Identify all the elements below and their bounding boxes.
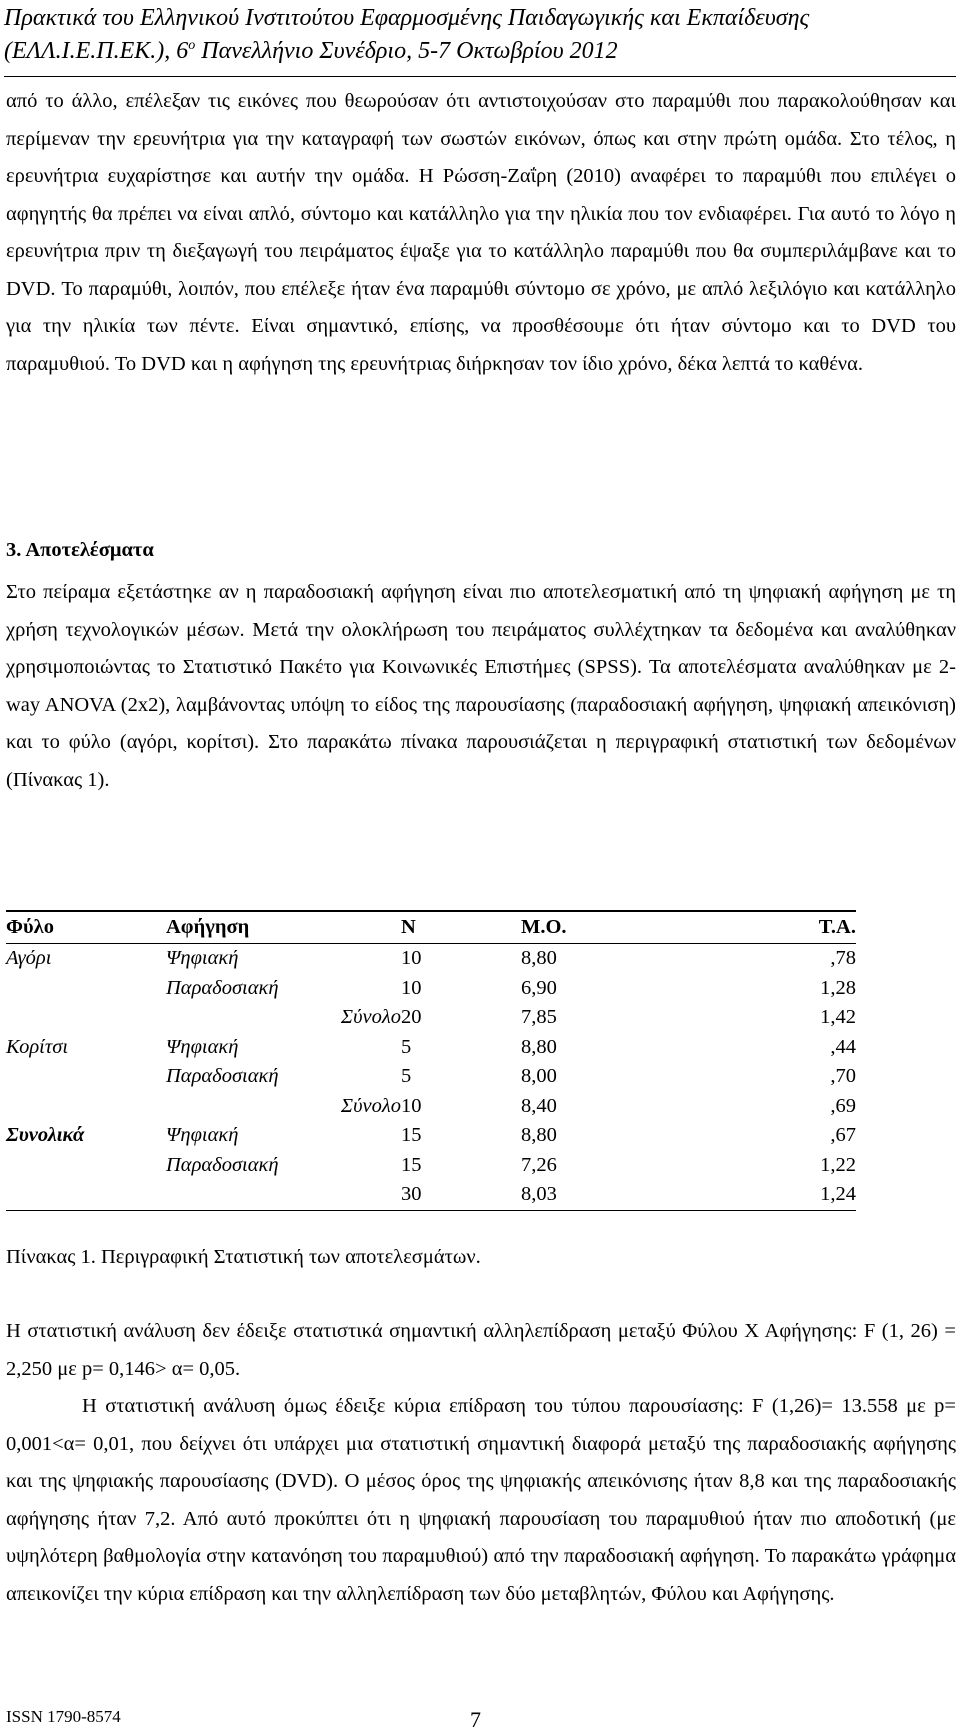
cell-n: 30: [401, 1180, 521, 1210]
paragraph-1: από το άλλο, επέλεξαν τις εικόνες που θεωρούσαν ότι αντιστοιχούσαν στο παραμύθι που παρακολούθησαν και περίμεναν την ερευνήτρια για την καταγραφή των σωστών εικόνων, όπως και στην πρώτη ομάδα. Στο τέλος, η ερευνήτρια ευχαρίστησε και αυτήν την ομάδα. Η Ρώσση-Ζαΐρη (2010) αναφέρει το παραμύθι που επιλέγει ο αφηγητής θα πρέπει να είναι απλό, σύντομο και κατάλληλο για την ηλικία που τον ενδιαφέρει. Για αυτό το λόγο η ερευνήτρια πριν τη διεξαγωγή του πειράματος έψαξε για το κατάλληλο παραμύθι που θα συμπεριλάμβανε και το DVD. Το παραμύθι, λοιπόν, που επέλεξε ήταν ένα παραμύθι σύντομο σε χρόνο, με απλό λεξιλόγιο και κατάλληλο για την ηλικία των πέντε. Είναι σημαντικό, επίσης, να προσθέσουμε ότι ήταν σύντομο και το DVD του παραμυθιού. Το DVD και η αφήγηση της ερευνήτριας διήρκησαν τον ίδιο χρόνο, δέκα λεπτά το καθένα.: [6, 90, 956, 375]
header-mean: M.O.: [521, 911, 706, 944]
cell-sd: 1,24: [706, 1180, 856, 1210]
cell-gender: Συνολικά: [6, 1124, 85, 1146]
header-rule: [4, 76, 956, 77]
cell-mean: 8,80: [521, 1124, 557, 1146]
cell-n: 5: [401, 1035, 412, 1058]
cell-sd: ,44: [830, 1035, 856, 1058]
running-header: [4, 2, 956, 68]
cell-mean: 8,80: [521, 947, 557, 969]
cell-n: 20: [401, 1006, 422, 1028]
cell-gender: [6, 1062, 166, 1092]
cell-gender: [6, 1151, 166, 1181]
cell-gender: [6, 1180, 166, 1210]
paragraph-4: Η στατιστική ανάλυση όμως έδειξε κύρια επίδραση του τύπου παρουσίασης: F (1,26)= 13.558 με p= 0,001<α= 0,01, που δείχνει ότι υπάρχει μια στατιστική σημαντική διαφορά μεταξύ της παραδοσιακής αφήγησης και της ψηφιακής παρουσίασης (DVD). Ο μέσος όρος της ψηφιακής απεικόνισης ήταν 8,8 και της παραδοσιακής αφήγησης ήταν 7,2. Από αυτό προκύπτει ότι η ψηφιακή παρουσίαση του παραμυθιού ήταν πιο αποδοτική (με υψηλότερη βαθμολογία στην κατανόηση του παραμυθιού) από την παραδοσιακή αφήγηση. Το παρακάτω γράφημα απεικονίζει την κύρια επίδραση και την αλληλεπίδραση των δύο μεταβλητών, Φύλου και Αφήγησης.: [6, 1395, 956, 1605]
cell-narration: Παραδοσιακή: [166, 1153, 279, 1176]
cell-narration: Παραδοσιακή: [166, 1065, 279, 1087]
table-row: [6, 944, 856, 974]
cell-sd: ,67: [830, 1124, 856, 1146]
cell-sd: ,69: [830, 1094, 856, 1117]
section-heading: 3. Αποτελέσματα: [6, 539, 154, 561]
cell-sd: 1,28: [820, 976, 856, 999]
cell-total-label: Σύνολο: [340, 1094, 401, 1117]
cell-n: 15: [401, 1124, 422, 1146]
cell-gender: [6, 974, 166, 1004]
cell-n: 15: [401, 1153, 422, 1176]
header-line-2-suffix: Πανελλήνιο Συνέδριο, 5-7 Οκτωβρίου 2012: [195, 38, 618, 64]
page-number: 7: [470, 1707, 481, 1732]
header-line-2: [4, 35, 956, 68]
cell-narration: Ψηφιακή: [166, 947, 239, 969]
header-sd: T.A.: [706, 911, 856, 944]
header-gender: Φύλο: [6, 911, 166, 944]
table-row: [6, 1151, 856, 1181]
header-line-1: Πρακτικά του Ελληνικού Ινστιτούτου Εφαρμοσμένης Παιδαγωγικής και Εκπαίδευσης: [4, 5, 810, 31]
descriptive-stats-table: [6, 910, 856, 1211]
cell-mean: 6,90: [521, 976, 557, 999]
cell-gender: Αγόρι: [6, 947, 52, 969]
cell-mean: 8,40: [521, 1094, 557, 1117]
table-caption: Πίνακας 1. Περιγραφική Στατιστική των αποτελεσμάτων.: [6, 1246, 481, 1268]
table-row: [6, 1180, 856, 1210]
cell-gender: [6, 1092, 166, 1122]
cell-narration: Παραδοσιακή: [166, 976, 279, 999]
cell-n: 10: [401, 976, 422, 999]
cell-mean: 8,00: [521, 1065, 557, 1087]
header-n: N: [401, 911, 521, 944]
cell-n: 10: [401, 947, 422, 969]
table-row: [6, 1062, 856, 1092]
cell-sd: ,70: [830, 1065, 856, 1087]
table-row: [6, 1003, 856, 1033]
cell-mean: 8,03: [521, 1180, 706, 1210]
table-row: [6, 1033, 856, 1063]
cell-mean: 8,80: [521, 1035, 557, 1058]
cell-n: 10: [401, 1094, 422, 1117]
paragraph-3: Η στατιστική ανάλυση δεν έδειξε στατιστικά σημαντική αλληλεπίδραση μεταξύ Φύλου Χ Αφήγησης: F (1, 26) = 2,250 με p= 0,146> α= 0,05.: [6, 1320, 956, 1380]
table-row: [6, 1092, 856, 1122]
header-narration: Αφήγηση: [166, 911, 401, 944]
paragraph-2: Στο πείραμα εξετάστηκε αν η παραδοσιακή αφήγηση είναι πιο αποτελεσματική από τη ψηφιακή αφήγηση με τη χρήση τεχνολογικών μέσων. Μετά την ολοκλήρωση του πειράματος συλλέχτηκαν τα δεδομένα και αναλύθηκαν χρησιμοποιώντας το Στατιστικό Πακέτο για Κοινωνικές Επιστήμες (SPSS). Τα αποτελέσματα αναλύθηκαν με 2-way ANOVA (2x2), λαμβάνοντας υπόψη το είδος της παρουσίασης (παραδοσιακή αφήγηση, ψηφιακή απεικόνιση) και το φύλο (αγόρι, κορίτσι). Στο παρακάτω πίνακα παρουσιάζεται η περιγραφική στατιστική των δεδομένων (Πίνακας 1).: [6, 581, 956, 791]
cell-narration: Ψηφιακή: [166, 1035, 239, 1058]
cell-narration: Ψηφιακή: [166, 1124, 239, 1146]
cell-n: 5: [401, 1065, 412, 1087]
table-row: [6, 974, 856, 1004]
cell-mean: 7,26: [521, 1153, 557, 1176]
cell-total-label: Σύνολο: [340, 1006, 401, 1028]
cell-gender: [6, 1003, 166, 1033]
cell-sd: ,78: [830, 947, 856, 969]
cell-narration: [166, 1180, 401, 1210]
cell-mean: 7,85: [521, 1006, 557, 1028]
footer-issn: ISSN 1790-8574: [6, 1707, 121, 1726]
cell-gender: Κορίτσι: [6, 1035, 69, 1058]
header-line-2-prefix: (ΕΛΛ.Ι.Ε.Π.ΕΚ.), 6: [4, 38, 189, 64]
cell-sd: 1,42: [820, 1006, 856, 1028]
table-row: [6, 1121, 856, 1151]
table-header-row: [6, 911, 856, 944]
cell-sd: 1,22: [820, 1153, 856, 1176]
header-superscript: ο: [188, 38, 196, 53]
